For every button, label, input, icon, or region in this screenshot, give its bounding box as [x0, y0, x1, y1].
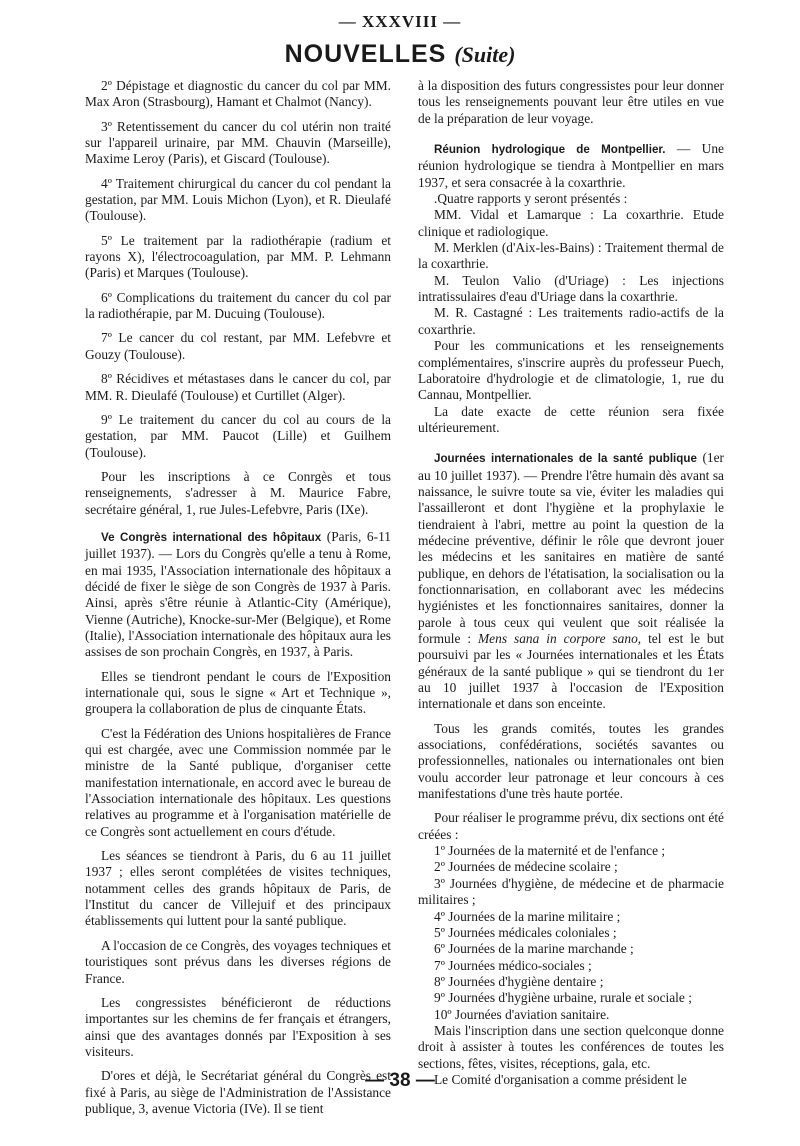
- paragraph: Elles se tiendront pendant le cours de l'Exposition internationale qui, sous le signe « Art et Technique », groupera la collaboration de plus de cinquante États.: [85, 668, 391, 717]
- paragraph: 2º Dépistage et diagnostic du cancer du col par MM. Max Aron (Strasbourg), Hamant et Chalmot (Nancy).: [85, 78, 391, 110]
- paragraph: à la disposition des futurs congressistes pour leur donner tous les renseignements pouvant leur être utiles en vue de la préparation de leur voyage.: [418, 78, 724, 126]
- title-main: NOUVELLES: [284, 40, 447, 68]
- latin-motto: Mens sana in corpore sano: [478, 631, 638, 646]
- paragraph: Les séances se tiendront à Paris, du 6 au 11 juillet 1937 ; elles seront complétées de visites techniques, notamment celles des grands hôpitaux de Paris, de l'Institut du cancer de Villejuif et des principaux établissements qui luttent pour la santé publique.: [85, 848, 391, 929]
- section-text: , tel est le but poursuivi par les « Journées internationales et les États généraux de la santé publique » qui se tiendront du 1er au 10 juillet 1937 à l'occasion de l'Exposition internationale et dans son enceinte.: [418, 631, 724, 712]
- paragraph: .Quatre rapports y seront présentés :: [434, 191, 628, 207]
- hopitaux-section: [85, 529, 391, 661]
- paragraph: Tous les grands comités, toutes les grandes associations, confédérations, sociétés savantes ou professionnelles, nationales ou internationales ont bien voulu accorder leur patronage et leur concours à ces manifestations d'une très haute portée.: [418, 720, 724, 802]
- paragraph: Mais l'inscription dans une section quelconque donne droit à assister à toutes les conférences de toutes les sections, fêtes, visites, réceptions, gala, etc.: [418, 1022, 724, 1071]
- paragraph: 9º Le traitement du cancer du col au cours de la gestation, par MM. Paucot (Lille) et Guilhem (Toulouse).: [85, 411, 391, 460]
- left-column: [85, 78, 391, 1117]
- paragraph: Pour les communications et les renseignements complémentaires, s'inscrire auprès du professeur Puech, Laboratoire d'hydrologie et de climatologie, 1, rue du Cannau, Montpellier.: [418, 338, 724, 403]
- section-heading: Réunion hydrologique de Montpellier.: [434, 143, 666, 157]
- section-heading: Journées internationales de la santé publique: [434, 452, 697, 466]
- paragraph: C'est la Fédération des Unions hospitalières de France qui est chargée, avec une Commission nommée par le ministre de la Santé publique, d'organiser cette manifestation internationale, en accord avec le bureau de l'Association internationale des hôpitaux. Les questions relatives au programme et à l'organisation matérielle de ce Congrès sont actuellement en cours d'étude.: [85, 725, 391, 839]
- montpellier-section: [418, 141, 724, 191]
- section-heading: Ve Congrès international des hôpitaux: [101, 530, 322, 544]
- right-column: [418, 78, 724, 1088]
- section-list-item: 7º Journées médico-sociales ;: [434, 957, 592, 973]
- section-list-item: 10º Journées d'aviation sanitaire.: [434, 1006, 610, 1022]
- paragraph: M. Teulon Valio (d'Uriage) : Les injections intratissulaires d'eau d'Uriage dans la coxarthrie.: [418, 272, 724, 305]
- section-text: — Une réunion hydrologique se tiendra à Montpellier en mars 1937, et sera consacrée à la coxarthrie.: [418, 141, 724, 190]
- paragraph: 3º Retentissement du cancer du col utérin non traité sur l'appareil urinaire, par MM. Chauvin (Marseille), Maxime Leroy (Paris), et Giscard (Toulouse).: [85, 118, 391, 167]
- paragraph: Les congressistes bénéficieront de réductions importantes sur les chemins de fer français et étrangers, ainsi que des avantages donnés par l'Exposition à ses visiteurs.: [85, 994, 391, 1059]
- section-list-item: 2º Journées de médecine scolaire ;: [434, 859, 618, 875]
- journees-section: [418, 450, 724, 713]
- paragraph: Le Comité d'organisation a comme président le: [434, 1071, 687, 1087]
- section-list-item: 9º Journées d'hygiène urbaine, rurale et sociale ;: [434, 990, 692, 1006]
- paragraph: D'ores et déjà, le Secrétariat général du Congrès est fixé à Paris, au siège de l'Administration de l'Assistance publique, 3, avenue Victoria (IVe). Il se tient: [85, 1068, 391, 1116]
- paragraph: MM. Vidal et Lamarque : La coxarthrie. Etude clinique et radiologique.: [418, 207, 724, 239]
- paragraph: 4º Traitement chirurgical du cancer du col pendant la gestation, par MM. Louis Michon (Lyon), et R. Dieulafé (Toulouse).: [85, 175, 391, 224]
- section-list-item: 6º Journées de la marine marchande ;: [434, 941, 634, 957]
- paragraph: 6º Complications du traitement du cancer du col par la radiothérapie, par M. Ducuing (Toulouse).: [85, 289, 391, 322]
- section-text: (Paris, 6-11 juillet 1937). — Lors du Congrès qu'elle a tenu à Rome, en mai 1935, l'Association internationale des hôpitaux a décidé de fixer le siège de son Congrès de 1937 à Paris. Ainsi, après s'être réunie à Atlantic-City (Amérique), Vienne (Autriche), Knocke-sur-Mer (Belgique), et Rome (Italie), l'Association internationale des hôpitaux aura les assises de son prochain Congrès, en 1937, à Paris.: [85, 528, 391, 660]
- section-list-item: 1º Journées de la maternité et de l'enfance ;: [434, 843, 666, 859]
- paragraph: Pour réaliser le programme prévu, dix sections ont été créées :: [418, 810, 724, 842]
- section-list-item: 8º Journées d'hygiène dentaire ;: [434, 973, 604, 989]
- paragraph: 5º Le traitement par la radiothérapie (radium et rayons X), l'électrocoagulation, par MM. P. Lehmann (Paris) et Marques (Toulouse).: [85, 232, 391, 281]
- paragraph: La date exacte de cette réunion sera fixée ultérieurement.: [418, 403, 724, 435]
- page-title: [0, 40, 800, 69]
- section-text: (1er au 10 juillet 1937). — Prendre l'être humain dès avant sa naissance, le suivre toute sa vie, éviter les maladies qui l'assailleront et dont l'hygiène et la prophylaxie le tiendraient à l'abri, mettre au point la question de la médecine préventive, définir le rôle que devront jouer les médecins et les sanitaires en matière de santé publique, en dehors de l'étatisation, la socialisation ou la fonctionnarisation, en collaborant avec les médecins hygiénistes et les fonctionnaires sanitaires, donner la parole à tous ceux qui veulent que soit réalisée la formule :: [418, 450, 725, 646]
- paragraph: M. Merklen (d'Aix-les-Bains) : Traitement thermal de la coxarthrie.: [418, 240, 724, 272]
- paragraph: 8º Récidives et métastases dans le cancer du col, par MM. R. Dieulafé (Toulouse) et Curtillet (Alger).: [85, 371, 391, 403]
- title-suite: (Suite): [454, 42, 516, 67]
- page-number: — 38 —: [365, 1070, 435, 1091]
- paragraph: M. R. Castagné : Les traitements radio-actifs de la coxarthrie.: [418, 305, 724, 337]
- paragraph: A l'occasion de ce Congrès, des voyages techniques et touristiques sont prévus dans les diverses régions de France.: [85, 937, 391, 986]
- section-list-item: 5º Journées médicales coloniales ;: [434, 924, 617, 940]
- section-list-item: 3º Journées d'hygiène, de médecine et de pharmacie militaires ;: [418, 875, 724, 908]
- section-list-item: 4º Journées de la marine militaire ;: [434, 908, 621, 924]
- paragraph: 7º Le cancer du col restant, par MM. Lefebvre et Gouzy (Toulouse).: [85, 330, 391, 362]
- paragraph: Pour les inscriptions à ce Conrgès et tous renseignements, s'adresser à M. Maurice Fabre, secrétaire général, 1, rue Jules-Lefebvre, Paris (IXe).: [85, 468, 391, 517]
- page-roman-numeral: — XXXVIII —: [338, 12, 462, 31]
